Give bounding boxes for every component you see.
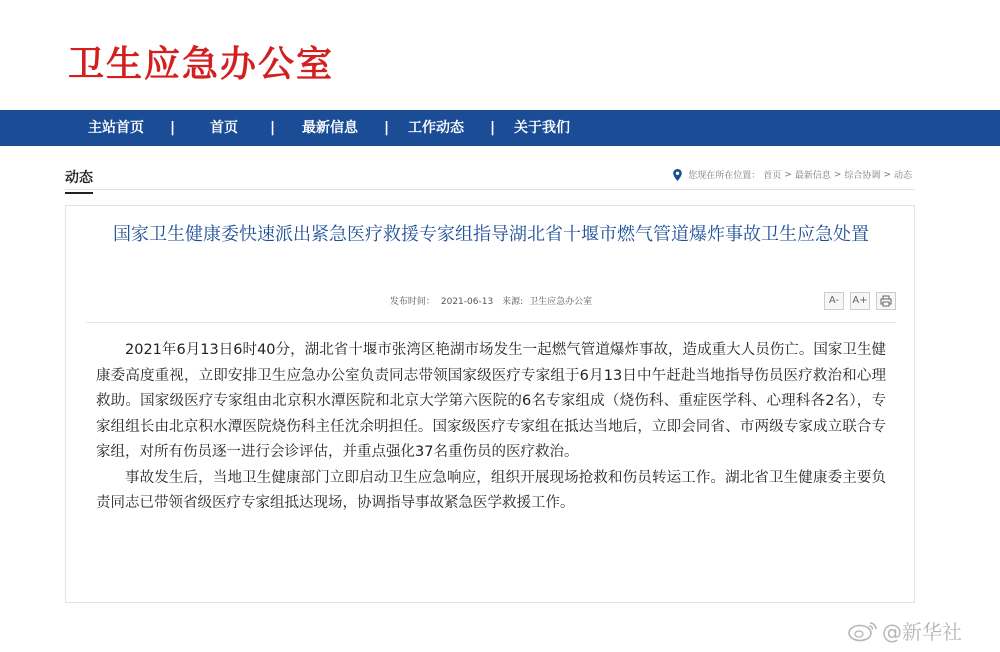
article-tools bbox=[824, 292, 896, 310]
date-label: 发布时间： bbox=[389, 297, 435, 307]
font-decrease-button[interactable]: A- bbox=[824, 292, 844, 310]
breadcrumb-coordination[interactable]: 综合协调 bbox=[844, 171, 881, 181]
article-paragraph: 2021年6月13日6时40分，湖北省十堰市张湾区艳湖市场发生一起燃气管道爆炸事故，造成重大人员伤亡。国家卫生健康委高度重视，立即安排卫生应急办公室负责同志带领国家级医疗专家组于6月13日中午赶赴当地指导伤员医疗救治和心理救助。国家级医疗专家组由北京积水潭医院和北京大学第六医院的6名专家组成（烧伤科、重症医学科、心理科各2名），专家组组长由北京积水潭医院烧伤科主任沈余明担任。国家级医疗专家组在抵达当地后，立即会同省、市两级专家成立联合专家组，对所有伤员逐一进行会诊评估，并重点强化37名重伤员的医疗救治。 bbox=[96, 342, 886, 460]
font-increase-button[interactable]: A+ bbox=[850, 292, 870, 310]
breadcrumb-sep: > bbox=[833, 169, 842, 180]
main-nav bbox=[0, 110, 1000, 146]
breadcrumb bbox=[673, 168, 915, 181]
article-paragraph: 事故发生后，当地卫生健康部门立即启动卫生应急响应，组织开展现场抢救和伤员转运工作。湖北省卫生健康委主要负责同志已带领省级医疗专家组抵达现场，协调指导事故紧急医学救援工作。 bbox=[96, 469, 886, 511]
nav-separator: | bbox=[170, 120, 176, 136]
breadcrumb-current: 动态 bbox=[893, 171, 912, 181]
breadcrumb-latest[interactable]: 最新信息 bbox=[794, 171, 831, 181]
nav-separator: | bbox=[490, 120, 496, 136]
site-logo[interactable]: 卫生应急办公室 bbox=[68, 44, 335, 85]
nav-separator: | bbox=[270, 120, 276, 136]
article-meta bbox=[66, 294, 916, 307]
nav-separator: | bbox=[384, 120, 390, 136]
watermark bbox=[848, 616, 962, 645]
nav-item-work[interactable]: 工作动态 bbox=[408, 120, 464, 136]
nav-item-main-home[interactable]: 主站首页 bbox=[88, 120, 144, 136]
breadcrumb-sep: > bbox=[883, 169, 891, 180]
divider bbox=[86, 322, 896, 323]
breadcrumb-home[interactable]: 首页 bbox=[763, 171, 782, 181]
breadcrumb-sep: > bbox=[784, 169, 792, 180]
header bbox=[0, 0, 1000, 110]
nav-item-about[interactable]: 关于我们 bbox=[514, 120, 570, 136]
location-pin-icon bbox=[673, 169, 682, 181]
nav-item-latest[interactable]: 最新信息 bbox=[302, 120, 358, 136]
article-body bbox=[96, 338, 886, 517]
print-button[interactable] bbox=[876, 292, 896, 310]
publish-date: 2021-06-13 bbox=[440, 297, 494, 307]
source-label: 来源: bbox=[502, 297, 524, 307]
section-title: 动态 bbox=[65, 167, 93, 194]
article-title: 国家卫生健康委快速派出紧急医疗救援专家组指导湖北省十堰市燃气管道爆炸事故卫生应急处置 bbox=[113, 224, 869, 245]
breadcrumb-label: 您现在所在位置： bbox=[688, 171, 761, 181]
article-source: 卫生应急办公室 bbox=[529, 297, 593, 307]
article-card bbox=[65, 205, 915, 603]
section-header bbox=[65, 160, 915, 190]
watermark-text: @新华社 bbox=[882, 620, 962, 644]
nav-item-home[interactable]: 首页 bbox=[210, 120, 238, 136]
weibo-icon bbox=[848, 620, 878, 642]
printer-icon bbox=[880, 295, 892, 307]
